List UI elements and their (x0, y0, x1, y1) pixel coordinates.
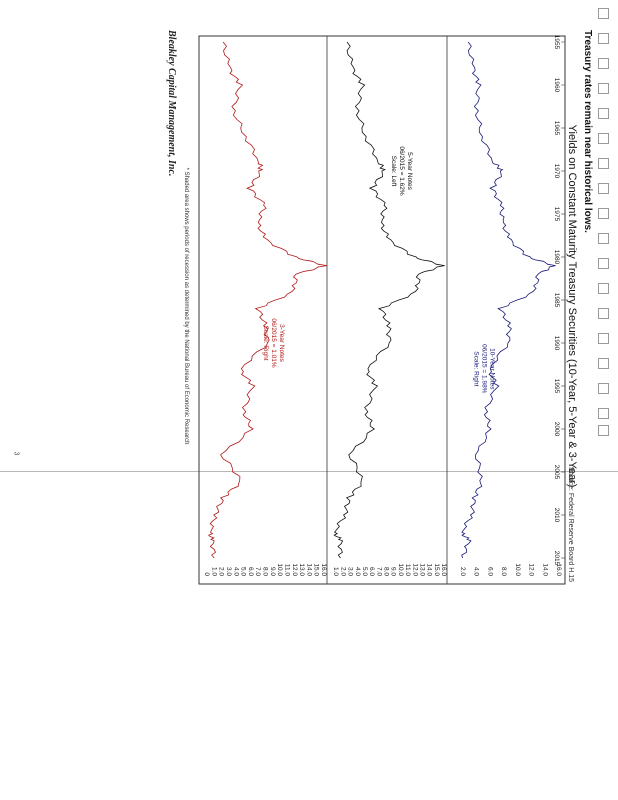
y-tick-label: 8.0 (261, 566, 269, 576)
checkbox[interactable] (598, 258, 609, 269)
series-annotation: 3-Year Notes (278, 324, 286, 362)
checkbox[interactable] (598, 383, 609, 394)
y-tick-label: 12.0 (527, 563, 535, 576)
checkbox[interactable] (598, 408, 609, 419)
x-tick-label: 1960 (553, 77, 560, 93)
y-tick-label: 12.0 (290, 563, 298, 576)
y-tick-label: 16.0 (555, 563, 562, 576)
series-line-3 (209, 42, 327, 558)
x-tick-label: 2005 (553, 464, 560, 480)
y-tick-label: 6.0 (368, 566, 376, 576)
y-tick-label: 4.0 (353, 566, 361, 576)
y-tick-label: 0 (203, 572, 210, 576)
y-tick-label: 16.0 (320, 563, 327, 576)
checkbox[interactable] (598, 283, 609, 294)
checkbox[interactable] (598, 425, 609, 436)
checkbox[interactable] (598, 158, 609, 169)
y-tick-label: 10.0 (396, 563, 404, 576)
page-heading: Treasury rates remain near historical lows. (582, 30, 593, 233)
y-tick-label: 10.0 (513, 563, 521, 576)
y-tick-label: 11.0 (404, 563, 412, 576)
y-tick-label: 8.0 (382, 566, 390, 576)
checkbox[interactable] (598, 33, 609, 44)
series-annotation: 06/2015 = 1.01% (270, 318, 278, 368)
y-tick-label: 5.0 (239, 566, 247, 576)
checkbox[interactable] (598, 208, 609, 219)
checkbox[interactable] (598, 358, 609, 369)
y-tick-label: 14.0 (305, 563, 313, 576)
y-tick-label: 13.0 (418, 563, 426, 576)
x-tick-label: 1965 (553, 120, 560, 136)
y-tick-label: 2.0 (217, 566, 225, 576)
y-tick-label: 3.0 (346, 566, 354, 576)
treasury-yield-chart (159, 16, 599, 596)
series-annotation: Scale: Left (390, 155, 398, 187)
y-tick-label: 15.0 (432, 563, 440, 576)
y-tick-label: 8.0 (500, 566, 507, 576)
source-note: Source: Federal Reserve Board H.15 (567, 466, 574, 582)
series-annotation: Scale: Right (262, 325, 270, 361)
series-line-2 (334, 42, 445, 558)
y-tick-label: 12.0 (411, 563, 419, 576)
x-tick-label: 2010 (553, 507, 560, 523)
y-tick-label: 14.0 (425, 563, 433, 576)
y-tick-label: 1.0 (332, 566, 340, 576)
series-annotation: Scale: Right (472, 351, 480, 387)
series-annotation: 06/2015 = 1.62% (398, 146, 406, 196)
checkbox[interactable] (598, 333, 609, 344)
series-annotation: 06/2015 = 1.98% (480, 344, 488, 394)
checkbox[interactable] (598, 183, 609, 194)
series-annotation: 10-Year Notes (488, 348, 496, 390)
y-tick-label: 9.0 (268, 566, 276, 576)
footnote: * Shaded area shows periods of recession as determined by the National Bureau of Economic Research (183, 167, 189, 445)
y-tick-label: 16.0 (440, 563, 447, 576)
y-tick-label: 14.0 (541, 563, 549, 576)
y-tick-label: 3.0 (224, 566, 232, 576)
y-tick-label: 15.0 (312, 563, 320, 576)
x-tick-label: 2000 (553, 421, 560, 437)
page-number: 3 (12, 451, 20, 456)
x-tick-label: 1990 (553, 335, 560, 351)
y-tick-label: 2.0 (339, 566, 347, 576)
x-tick-label: 1980 (553, 249, 560, 265)
chart-title: Yields on Constant Maturity Treasury Securities (10-Year, 5-Year & 3-Year) (566, 124, 578, 488)
x-tick-label: 1975 (553, 206, 560, 222)
checkbox[interactable] (598, 308, 609, 319)
checkbox[interactable] (598, 233, 609, 244)
y-tick-label: 5.0 (360, 566, 368, 576)
y-tick-label: 2.0 (458, 566, 466, 576)
y-tick-label: 7.0 (375, 566, 383, 576)
checkbox[interactable] (598, 108, 609, 119)
x-tick-label: 1955 (553, 34, 560, 50)
y-tick-label: 9.0 (389, 566, 397, 576)
x-tick-label: 2015 (553, 550, 560, 566)
chart-frame (199, 36, 565, 584)
checkbox[interactable] (598, 83, 609, 94)
y-tick-label: 4.0 (472, 566, 480, 576)
y-tick-label: 6.0 (246, 566, 254, 576)
y-tick-label: 10.0 (276, 563, 284, 576)
checkbox[interactable] (598, 8, 609, 19)
y-tick-label: 1.0 (210, 566, 218, 576)
y-tick-label: 11.0 (283, 563, 291, 576)
x-tick-label: 1970 (553, 163, 560, 179)
series-annotation: 5-Year Notes (406, 152, 414, 190)
y-tick-label: 6.0 (486, 566, 494, 576)
y-tick-label: 4.0 (232, 566, 240, 576)
panels-group (203, 35, 565, 584)
rotated-chart-page (19, 16, 599, 582)
x-tick-label: 1985 (553, 292, 560, 308)
firm-name: Bleakley Capital Management, Inc. (166, 30, 177, 177)
y-tick-label: 7.0 (254, 566, 262, 576)
x-tick-label: 1995 (553, 378, 560, 394)
series-line-1 (462, 42, 556, 558)
checkbox[interactable] (598, 133, 609, 144)
y-tick-label: 13.0 (298, 563, 306, 576)
checkbox[interactable] (598, 58, 609, 69)
